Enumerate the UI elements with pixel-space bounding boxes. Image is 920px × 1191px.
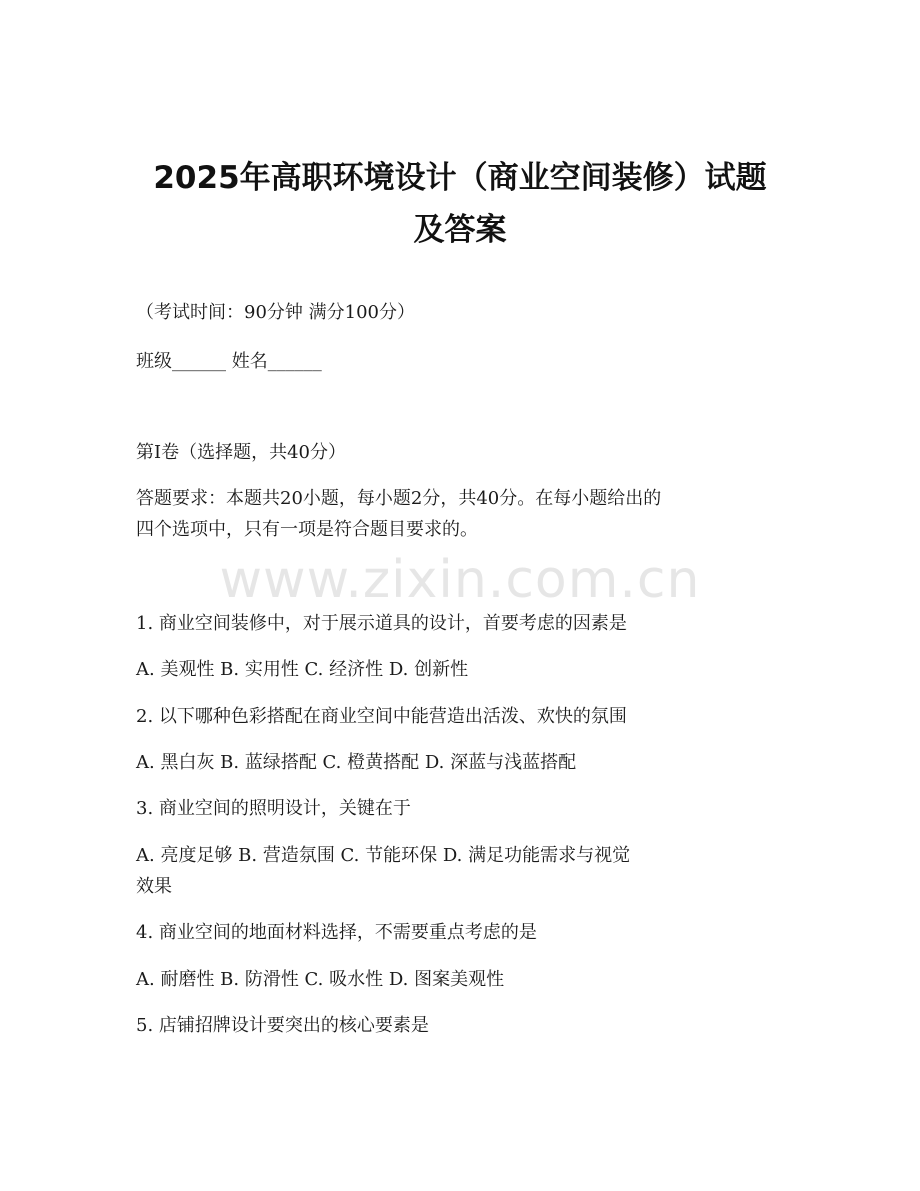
exam-info: （考试时间：90分钟 满分100分） xyxy=(136,302,415,323)
question-2-options: A. 黑白灰 B. 蓝绿搭配 C. 橙黄搭配 D. 深蓝与浅蓝搭配 xyxy=(136,752,577,773)
document-title-line1: 2025年高职环境设计（商业空间装修）试题 xyxy=(153,160,767,196)
question-3-stem: 3. 商业空间的照明设计，关键在于 xyxy=(136,798,411,819)
document-title-line2: 及答案 xyxy=(413,212,507,248)
question-5-stem: 5. 店铺招牌设计要突出的核心要素是 xyxy=(136,1015,429,1036)
question-4-stem: 4. 商业空间的地面材料选择，不需要重点考虑的是 xyxy=(136,922,537,943)
instructions-line2: 四个选项中，只有一项是符合题目要求的。 xyxy=(136,519,478,540)
question-3-options-cont: 效果 xyxy=(136,876,172,897)
question-1-stem: 1. 商业空间装修中，对于展示道具的设计，首要考虑的因素是 xyxy=(136,613,627,634)
question-4-options: A. 耐磨性 B. 防滑性 C. 吸水性 D. 图案美观性 xyxy=(136,969,505,990)
question-3-options: A. 亮度足够 B. 营造氛围 C. 节能环保 D. 满足功能需求与视觉 xyxy=(136,845,631,866)
section-title: 第I卷（选择题，共40分） xyxy=(136,442,347,463)
question-2-stem: 2. 以下哪种色彩搭配在商业空间中能营造出活泼、欢快的氛围 xyxy=(136,706,627,727)
question-1-options: A. 美观性 B. 实用性 C. 经济性 D. 创新性 xyxy=(136,659,469,680)
watermark: www.zixin.com.cn xyxy=(219,550,701,610)
instructions-line1: 答题要求：本题共20小题，每小题2分，共40分。在每小题给出的 xyxy=(136,488,662,509)
class-name-fields: 班级______ 姓名______ xyxy=(136,351,322,372)
